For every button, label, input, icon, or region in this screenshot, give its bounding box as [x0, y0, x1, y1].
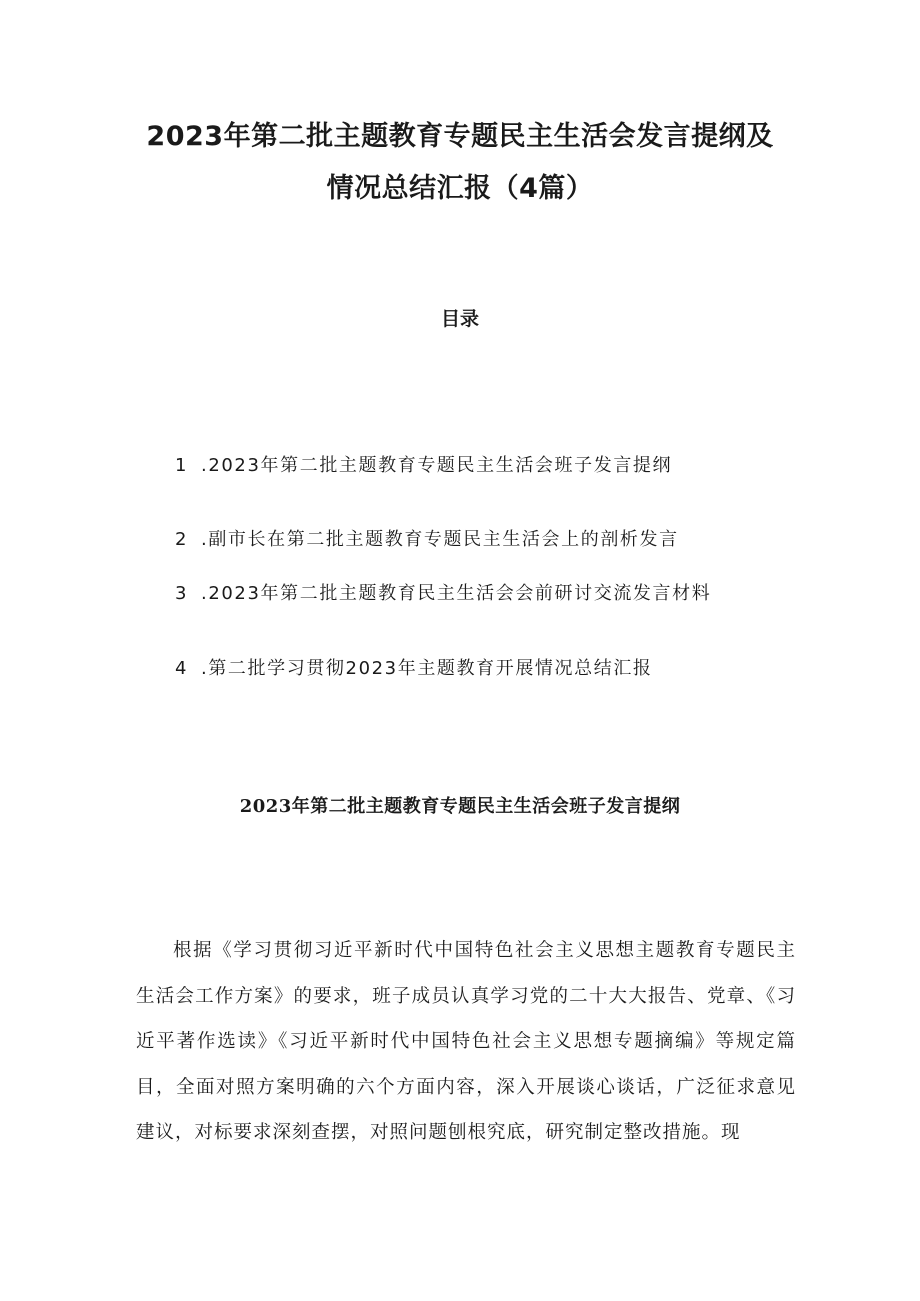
toc-item-number: 4: [175, 658, 189, 679]
toc-item-number: 3: [175, 583, 189, 604]
toc-item-text: .第二批学习贯彻2023年主题教育开展情况总结汇报: [201, 658, 653, 679]
document-title-line-1: 2023年第二批主题教育专题民主生活会发言提纲及: [146, 121, 774, 152]
document-title-line-2: 情况总结汇报（4篇）: [326, 173, 594, 204]
toc-item-1[interactable]: [175, 451, 672, 477]
toc-heading: 目录: [440, 308, 479, 330]
toc-item-number: 1: [175, 455, 189, 476]
toc-item-2[interactable]: [175, 525, 679, 551]
section-title: 2023年第二批主题教育专题民主生活会班子发言提纲: [239, 796, 681, 817]
toc-item-text: .副市长在第二批主题教育专题民主生活会上的剖析发言: [201, 529, 679, 550]
body-paragraph: 根据《学习贯彻习近平新时代中国特色社会主义思想主题教育专题民主生活会工作方案》的要求，班子成员认真学习党的二十大大报告、党章、《习近平著作选读》《习近平新时代中国特色社会主义思想专题摘编》等规定篇目，全面对照方案明确的六个方面内容，深入开展谈心谈话，广泛征求意见建议，对标要求深刻查摆，对照问题刨根究底，研究制定整改措施。现: [136, 940, 796, 1143]
toc-item-number: 2: [175, 529, 189, 550]
toc-item-text: .2023年第二批主题教育专题民主生活会班子发言提纲: [201, 455, 673, 476]
toc-item-text: .2023年第二批主题教育民主生活会会前研讨交流发言材料: [201, 583, 712, 604]
toc-item-4[interactable]: [175, 654, 653, 680]
toc-item-3[interactable]: [175, 579, 711, 605]
